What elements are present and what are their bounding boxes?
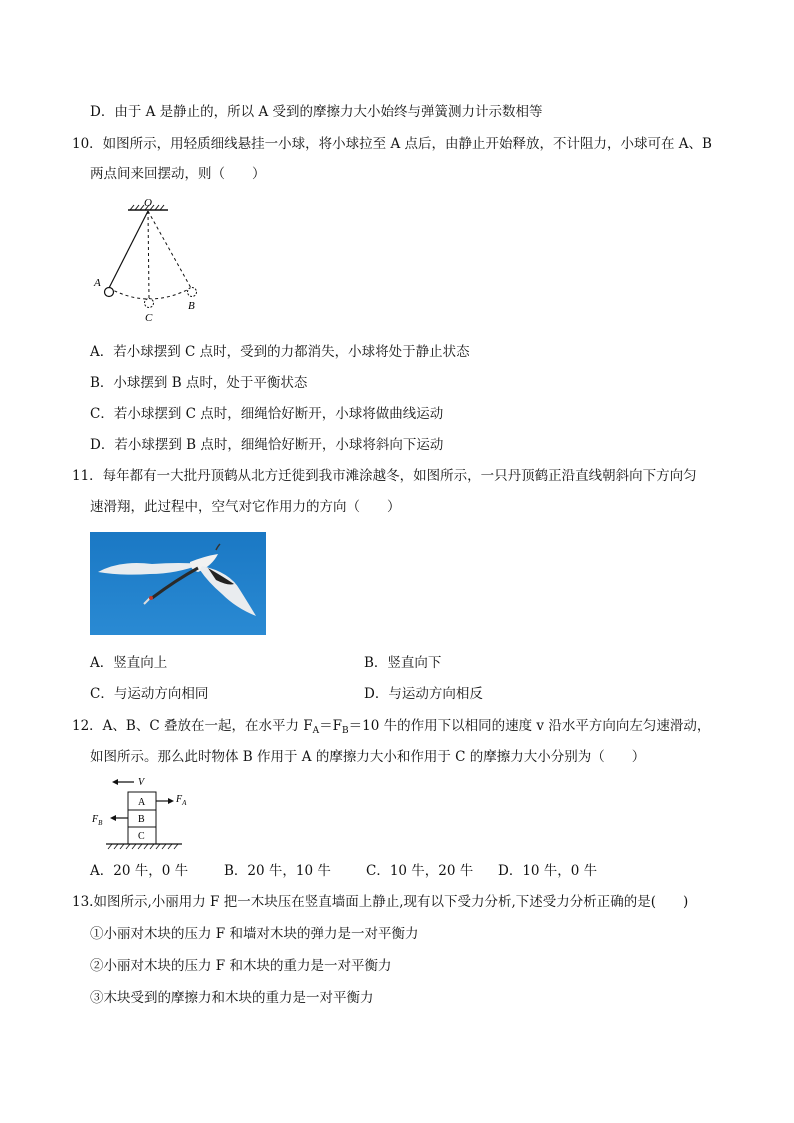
label-fa: $F_A$: [176, 794, 187, 807]
q12-stem-line1: 12．A、B、C 叠放在一起，在水平力 $F_A=F_B=10$ 牛的作用下以相同的速度 v 沿水平方向向左匀速滑动，: [72, 718, 711, 736]
block-b-label: B: [138, 814, 145, 825]
q10-option-d: D．若小球摆到 B 点时，细绳恰好断开，小球将斜向下运动: [90, 437, 444, 453]
block-a-label: A: [138, 797, 146, 808]
q10-stem-line2: 两点间来回摆动，则（ ）: [90, 166, 266, 182]
q11-option-c: C．与运动方向相同: [90, 686, 209, 702]
stacked-blocks-figure: [90, 772, 210, 850]
label-a: A: [94, 277, 101, 289]
q13-statement-2: ②小丽对木块的压力 F 和木块的重力是一对平衡力: [90, 958, 392, 974]
q13-statement-1: ①小丽对木块的压力 F 和墙对木块的弹力是一对平衡力: [90, 926, 419, 942]
q11-stem-line2: 速滑翔，此过程中，空气对它作用力的方向（ ）: [90, 499, 401, 515]
q11-stem-line1: 11．每年都有一大批丹顶鹤从北方迁徙到我市滩涂越冬，如图所示，一只丹顶鹤正沿直线朝斜向下方向匀: [72, 468, 697, 484]
q12-option-b: B．20 牛，10 牛: [224, 863, 331, 879]
string-c: [148, 211, 149, 298]
q10-option-a: A．若小球摆到 C 点时，受到的力都消失，小球将处于静止状态: [90, 344, 470, 360]
q9-option-d: D．由于 A 是静止的，所以 A 受到的摩擦力大小始终与弹簧测力计示数相等: [90, 104, 543, 120]
ball-c: [145, 299, 154, 308]
q10-option-c: C．若小球摆到 C 点时，细绳恰好断开，小球将做曲线运动: [90, 406, 444, 422]
q12-option-a: A．20 牛，0 牛: [90, 863, 189, 879]
q11-option-a: A．竖直向上: [90, 655, 168, 671]
q12-stem-line2: 如图所示。那么此时物体 B 作用于 A 的摩擦力大小和作用于 C 的摩擦力大小分别为（ ）: [90, 749, 646, 765]
swing-arc: [109, 288, 191, 299]
q12-option-d: D．10 牛，0 牛: [498, 863, 598, 879]
block-c-label: C: [138, 831, 145, 842]
q13-statement-3: ③木块受到的摩擦力和木块的重力是一对平衡力: [90, 990, 374, 1006]
q11-option-d: D．与运动方向相反: [364, 686, 483, 702]
string-b: [148, 211, 191, 288]
crane-photo: [90, 532, 266, 635]
label-v: V: [138, 777, 145, 788]
q10-stem-line1: 10．如图所示，用轻质细线悬挂一小球，将小球拉至 A 点后，由静止开始释放，不计阻力，小球可在 A、B: [72, 136, 712, 152]
label-fb: $F_B$: [92, 814, 103, 827]
q13-stem: 13.如图所示,小丽用力 F 把一木块压在竖直墙面上静止,现有以下受力分析,下述受力分析正确的是( ): [72, 894, 689, 910]
q11-option-b: B．竖直向下: [364, 655, 442, 671]
q12-option-c: C．10 牛，20 牛: [366, 863, 474, 879]
label-o: O: [144, 198, 152, 209]
label-b: B: [188, 300, 195, 312]
ball-a: [105, 288, 114, 297]
string-a: [109, 211, 148, 288]
pendulum-figure: [88, 198, 218, 326]
label-c: C: [145, 312, 153, 324]
ball-b: [188, 288, 197, 297]
q10-option-b: B．小球摆到 B 点时，处于平衡状态: [90, 375, 308, 391]
